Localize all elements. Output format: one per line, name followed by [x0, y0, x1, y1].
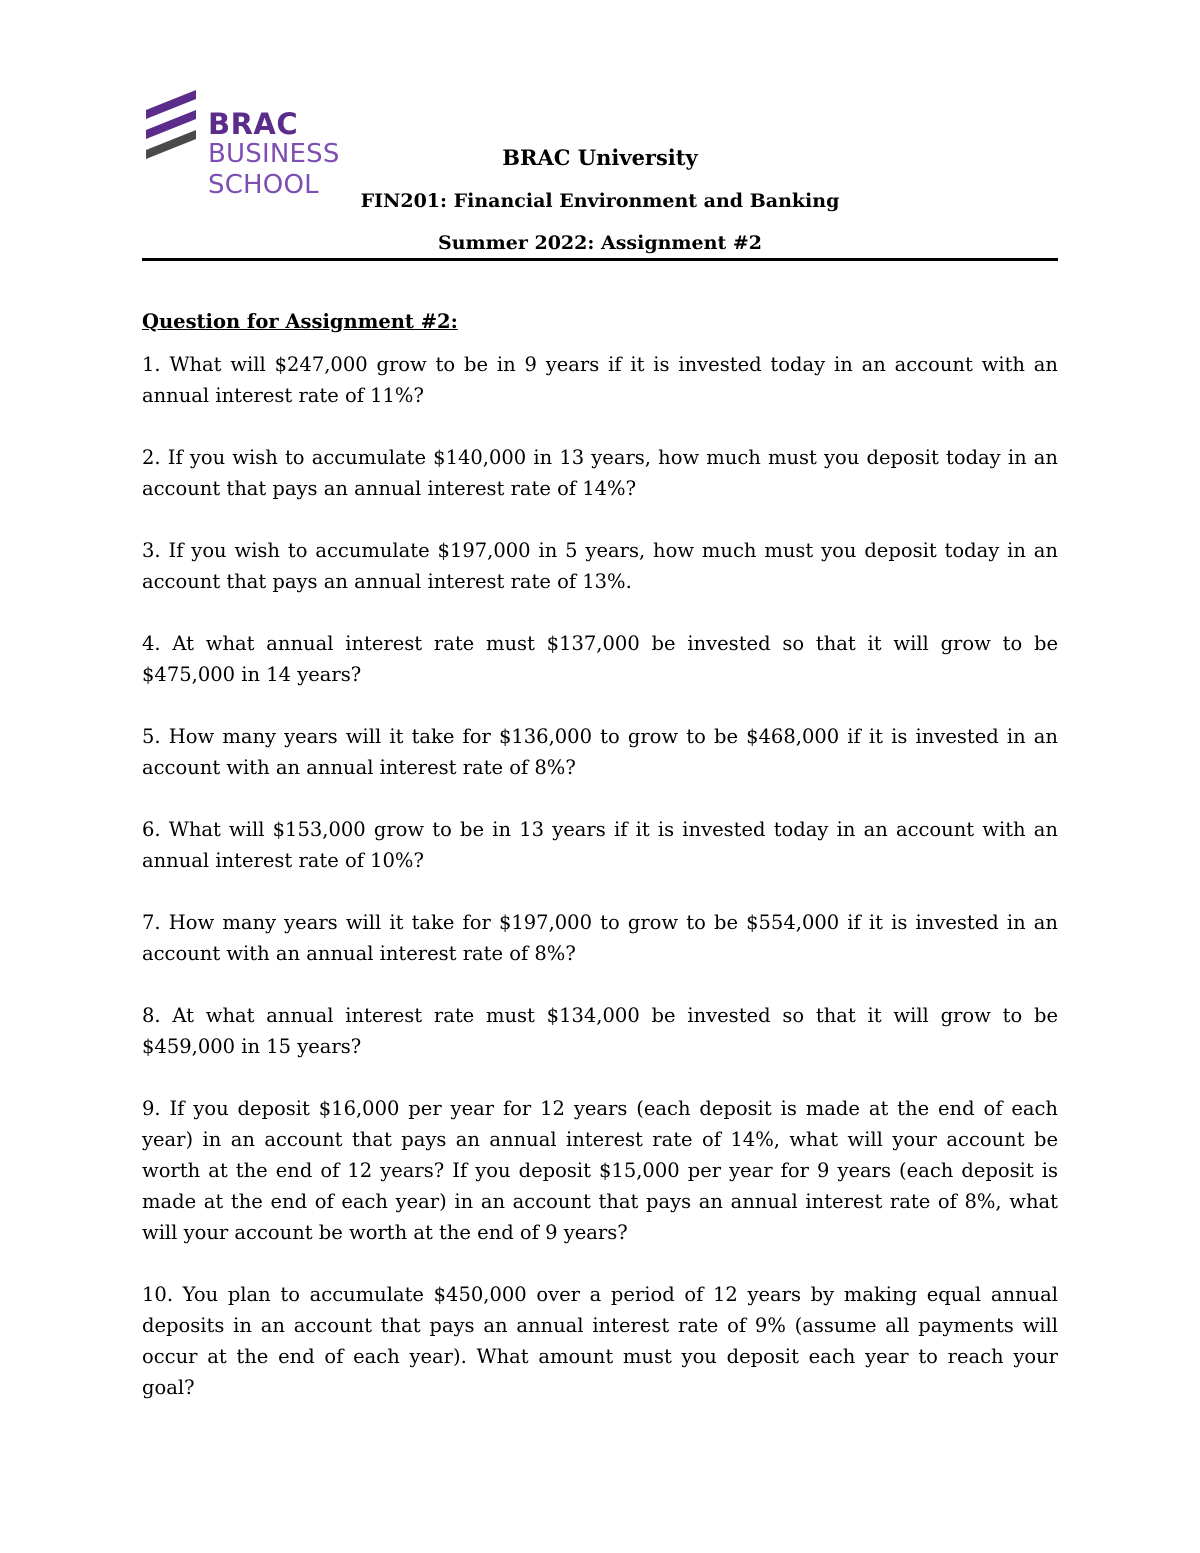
question-7: 7. How many years will it take for $197,000 to grow to be $554,000 if it is invested in an account with an annual interest rate of 8%?: [142, 911, 1058, 965]
question-5: 5. How many years will it take for $136,000 to grow to be $468,000 if it is invested in an account with an annual interest rate of 8%?: [142, 725, 1058, 779]
term-title: Summer 2022: Assignment #2: [438, 232, 762, 254]
question-2: 2. If you wish to accumulate $140,000 in 13 years, how much must you deposit today in an account that pays an annual interest rate of 14%?: [142, 446, 1058, 500]
question-8: 8. At what annual interest rate must $134,000 be invested so that it will grow to be $459,000 in 15 years?: [142, 1004, 1058, 1058]
course-title: FIN201: Financial Environment and Banking: [360, 190, 840, 212]
logo-school-text: SCHOOL: [208, 170, 319, 200]
section-heading: Question for Assignment #2:: [142, 310, 458, 333]
university-title: BRAC University: [502, 145, 698, 170]
question-3: 3. If you wish to accumulate $197,000 in 5 years, how much must you deposit today in an account that pays an annual interest rate of 13%.: [142, 539, 1058, 593]
question-4: 4. At what annual interest rate must $137,000 be invested so that it will grow to be $475,000 in 14 years?: [142, 632, 1058, 686]
assignment-body: [142, 306, 1058, 1403]
logo-business-text: BUSINESS: [208, 139, 340, 169]
question-9: 9. If you deposit $16,000 per year for 12 years (each deposit is made at the end of each year) in an account that pays an annual interest rate of 14%, what will your account be worth at the end of 12 years? If you deposit $15,000 per year for 9 years (each deposit is made at the end of each year) in an account that pays an annual interest rate of 8%, what will your account be worth at the end of 9 years?: [142, 1097, 1058, 1244]
question-6: 6. What will $153,000 grow to be in 13 years if it is invested today in an account with an annual interest rate of 10%?: [142, 818, 1058, 872]
header-divider: [142, 258, 1058, 261]
logo-brac-text: BRAC: [208, 107, 299, 141]
question-10: 10. You plan to accumulate $450,000 over a period of 12 years by making equal annual deposits in an account that pays an annual interest rate of 9% (assume all payments will occur at the end of each year). What amount must you deposit each year to reach your goal?: [142, 1283, 1058, 1399]
question-1: 1. What will $247,000 grow to be in 9 years if it is invested today in an account with an annual interest rate of 11%?: [142, 353, 1058, 407]
